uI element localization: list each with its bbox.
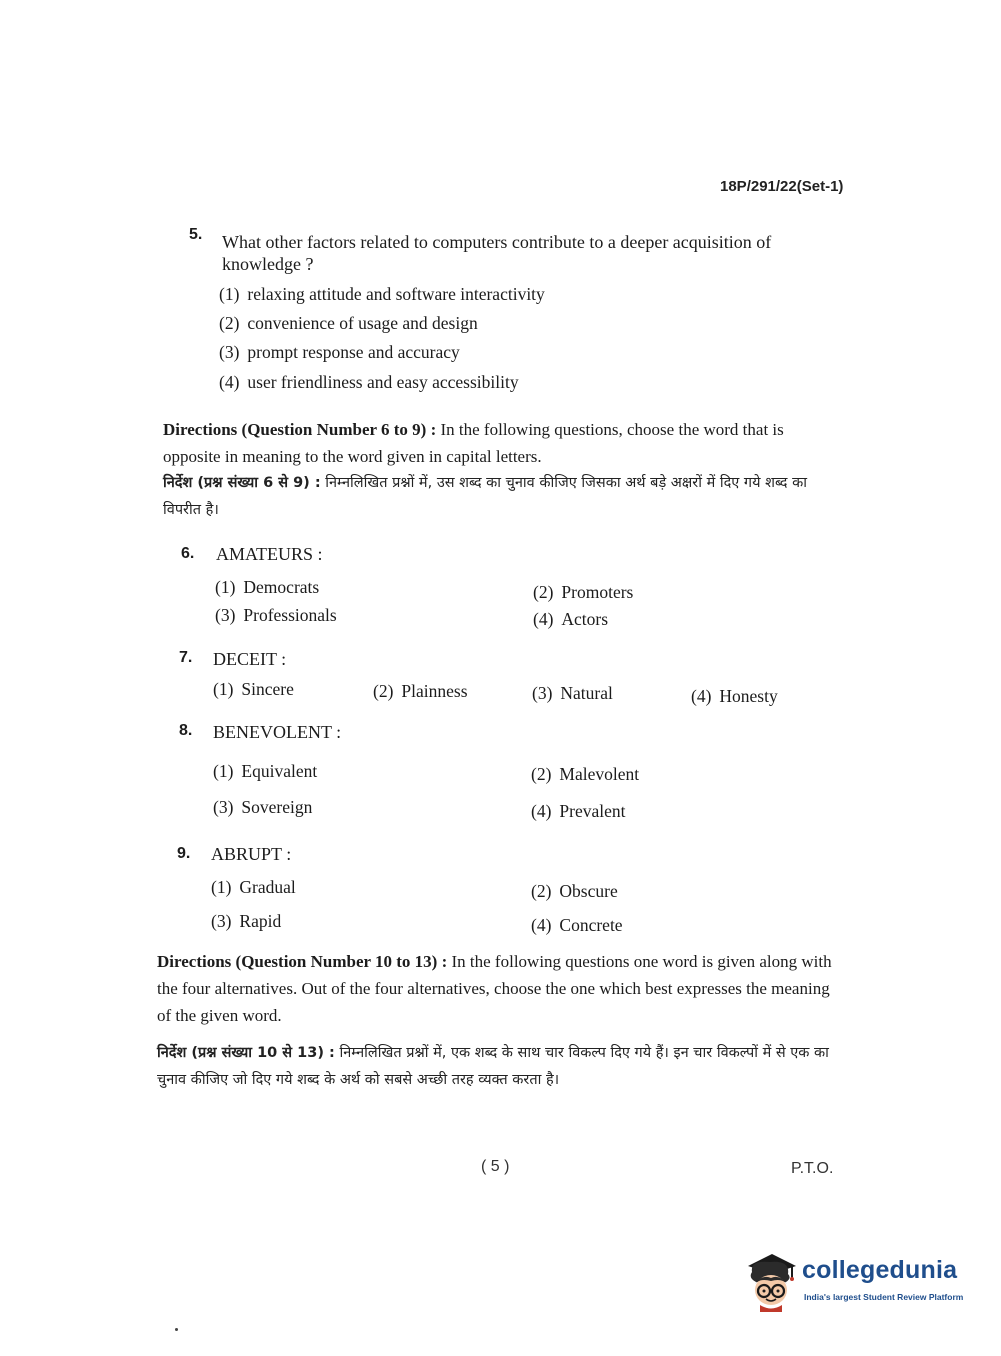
question-number: 9. [177,845,191,862]
directions-label: Directions (Question Number 6 to 9) : [163,420,437,439]
directions-hindi-label: निर्देश (प्रश्न संख्या 6 से 9) : [163,475,321,491]
directions-10-13 [157,948,839,1029]
option-1: (1) Equivalent [213,761,318,781]
option-2: (2) Plainness [373,681,468,701]
option-3: (3) Professionals [215,605,337,625]
option-4: (4) Concrete [531,915,623,935]
stray-dot [175,1328,178,1331]
directions-text: In the following questions, choose the word that is opposite in meaning to the word given in capital letters. [163,420,784,466]
directions-label: Directions (Question Number 10 to 13) : [157,952,448,971]
brand-name: collegedunia [802,1256,958,1284]
option-2: (2) convenience of usage and design [219,313,478,333]
collegedunia-logo [742,1248,972,1314]
directions-hindi-label: निर्देश (प्रश्न संख्या 10 से 13) : [157,1045,335,1061]
question-word: DECEIT : [213,649,287,669]
option-1: (1) Gradual [211,877,296,897]
option-4: (4) Actors [533,609,609,629]
option-3: (3) Sovereign [213,797,313,817]
option-4: (4) Prevalent [531,801,626,821]
directions-10-13-hindi [157,1040,839,1094]
option-2: (2) Promoters [533,582,634,602]
option-1: (1) Sincere [213,679,294,699]
question-number: 6. [181,545,195,562]
question-word: AMATEURS : [216,544,323,564]
question-number: 8. [179,722,193,739]
paper-code: 18P/291/22(Set-1) [720,178,844,195]
question-word: BENEVOLENT : [213,722,342,742]
directions-text: In the following questions one word is given along with the four alternatives. Out of the four alternatives, choose the one which best expresses the meaning of the given word. [157,952,832,1025]
option-1: (1) Democrats [215,577,320,597]
directions-6-9 [163,416,841,470]
question-text: What other factors related to computers contribute to a deeper acquisition of [222,232,772,252]
page-number: ( 5 ) [481,1158,510,1175]
option-4: (4) user friendliness and easy accessibility [219,372,519,392]
question-text: knowledge ? [222,254,314,274]
mascot-icon [742,1248,800,1314]
pto-label: P.T.O. [791,1160,834,1177]
option-2: (2) Malevolent [531,764,640,784]
option-3: (3) prompt response and accuracy [219,342,460,362]
option-4: (4) Honesty [691,686,778,706]
directions-hindi-text: निम्नलिखित प्रश्नों में, एक शब्द के साथ चार विकल्प दिए गये हैं। इन चार विकल्पों में से एक का चुनाव कीजिए जो दिए गये शब्द के अर्थ को सबसे अच्छी तरह व्यक्त करता है। [157,1045,829,1088]
option-3: (3) Rapid [211,911,282,931]
question-word: ABRUPT : [211,844,292,864]
directions-6-9-hindi [163,470,841,524]
directions-hindi-text: निम्नलिखित प्रश्नों में, उस शब्द का चुनाव कीजिए जिसका अर्थ बड़े अक्षरों में दिए गये शब्द का विपरीत है। [163,475,808,518]
option-2: (2) Obscure [531,881,618,901]
option-3: (3) Natural [532,683,613,703]
question-number: 5. [189,226,203,243]
question-number: 7. [179,649,193,666]
option-1: (1) relaxing attitude and software interactivity [219,284,545,304]
brand-tagline: India's largest Student Review Platform [804,1292,964,1302]
